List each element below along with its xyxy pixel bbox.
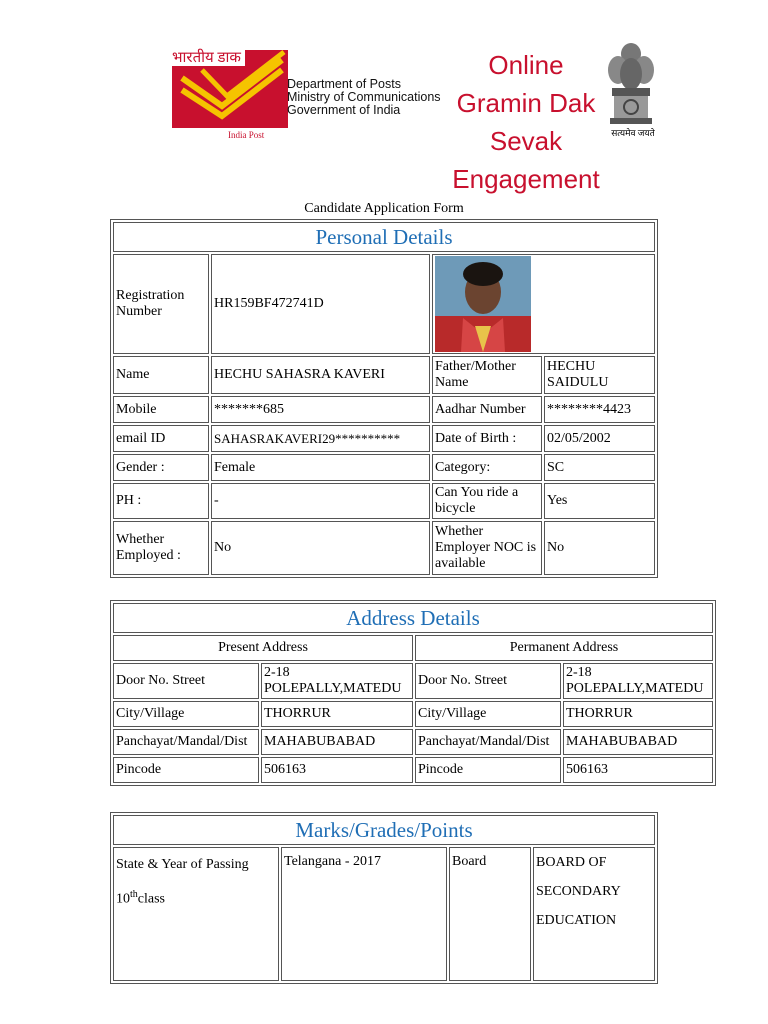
noc-value: No <box>544 521 655 575</box>
employed-label: Whether Employed : <box>113 521 209 575</box>
noc-label: Whether Employer NOC is available <box>432 521 542 575</box>
portal-title <box>446 46 606 198</box>
address-details-title: Address Details <box>113 603 713 633</box>
ph-value: - <box>211 483 430 519</box>
dept-line-2: Ministry of Communications <box>287 90 441 104</box>
permanent-city-value: THORRUR <box>563 701 713 727</box>
department-text <box>287 78 441 117</box>
photo-cell <box>432 254 655 354</box>
state-year-value: Telangana - 2017 <box>281 847 447 981</box>
mobile-value: *******685 <box>211 396 430 423</box>
portal-title-line-2: Gramin Dak <box>456 88 596 118</box>
permanent-door-label: Door No. Street <box>415 663 561 699</box>
email-value: SAHASRAKAVERI29********** <box>211 425 430 452</box>
marks-table <box>110 812 658 984</box>
address-details-table <box>110 600 716 786</box>
present-pincode-value: 506163 <box>261 757 413 783</box>
permanent-pincode-label: Pincode <box>415 757 561 783</box>
state-year-label: State & Year of Passing <box>116 857 249 872</box>
logo-caption: India Post <box>228 130 265 140</box>
bicycle-value: Yes <box>544 483 655 519</box>
permanent-pincode-value: 506163 <box>563 757 713 783</box>
present-mandal-value: MAHABUBABAD <box>261 729 413 755</box>
present-address-header: Present Address <box>113 635 413 661</box>
class-label <box>116 880 276 915</box>
personal-details-title: Personal Details <box>113 222 655 252</box>
category-label: Category: <box>432 454 542 481</box>
candidate-photo <box>435 256 531 352</box>
category-value: SC <box>544 454 655 481</box>
board-value <box>533 847 655 981</box>
parent-label: Father/Mother Name <box>432 356 542 394</box>
permanent-mandal-value: MAHABUBABAD <box>563 729 713 755</box>
permanent-mandal-label: Panchayat/Mandal/Dist <box>415 729 561 755</box>
email-label: email ID <box>113 425 209 452</box>
aadhar-label: Aadhar Number <box>432 396 542 423</box>
permanent-city-label: City/Village <box>415 701 561 727</box>
class-prefix: 10 <box>116 891 130 907</box>
employed-value: No <box>211 521 430 575</box>
portal-title-line-1: Online <box>488 50 564 80</box>
class-suffix: class <box>137 891 165 907</box>
board-line-3: EDUCATION <box>536 913 617 928</box>
board-label: Board <box>449 847 531 981</box>
marks-title: Marks/Grades/Points <box>113 815 655 845</box>
present-pincode-label: Pincode <box>113 757 259 783</box>
portal-title-line-4: Engagement <box>452 164 600 194</box>
personal-details-table <box>110 219 658 578</box>
dob-label: Date of Birth : <box>432 425 542 452</box>
permanent-address-header: Permanent Address <box>415 635 713 661</box>
name-label: Name <box>113 356 209 394</box>
registration-label: Registration Number <box>113 254 209 354</box>
dob-value: 02/05/2002 <box>544 425 655 452</box>
form-title: Candidate Application Form <box>304 201 464 216</box>
present-door-value: 2-18 POLEPALLY,MATEDU <box>261 663 413 699</box>
board-line-2: SECONDARY <box>536 884 621 899</box>
gender-label: Gender : <box>113 454 209 481</box>
name-value: HECHU SAHASRA KAVERI <box>211 356 430 394</box>
dept-line-3: Government of India <box>287 103 401 117</box>
present-city-value: THORRUR <box>261 701 413 727</box>
national-emblem-icon <box>606 40 656 130</box>
registration-value: HR159BF472741D <box>211 254 430 354</box>
class-sup: th <box>130 889 138 900</box>
parent-value: HECHU SAIDULU <box>544 356 655 394</box>
logo-hindi-text: भारतीय डाक <box>172 50 245 66</box>
bicycle-label: Can You ride a bicycle <box>432 483 542 519</box>
permanent-door-value: 2-18 POLEPALLY,MATEDU <box>563 663 713 699</box>
aadhar-value: ********4423 <box>544 396 655 423</box>
present-city-label: City/Village <box>113 701 259 727</box>
emblem-motto: सत्यमेव जयते <box>611 128 655 138</box>
present-door-label: Door No. Street <box>113 663 259 699</box>
dept-line-1: Department of Posts <box>287 77 401 91</box>
board-line-1: BOARD OF <box>536 855 607 870</box>
state-year-cell <box>113 847 279 981</box>
gender-value: Female <box>211 454 430 481</box>
present-mandal-label: Panchayat/Mandal/Dist <box>113 729 259 755</box>
mobile-label: Mobile <box>113 396 209 423</box>
ph-label: PH : <box>113 483 209 519</box>
portal-title-line-3: Sevak <box>489 126 563 156</box>
